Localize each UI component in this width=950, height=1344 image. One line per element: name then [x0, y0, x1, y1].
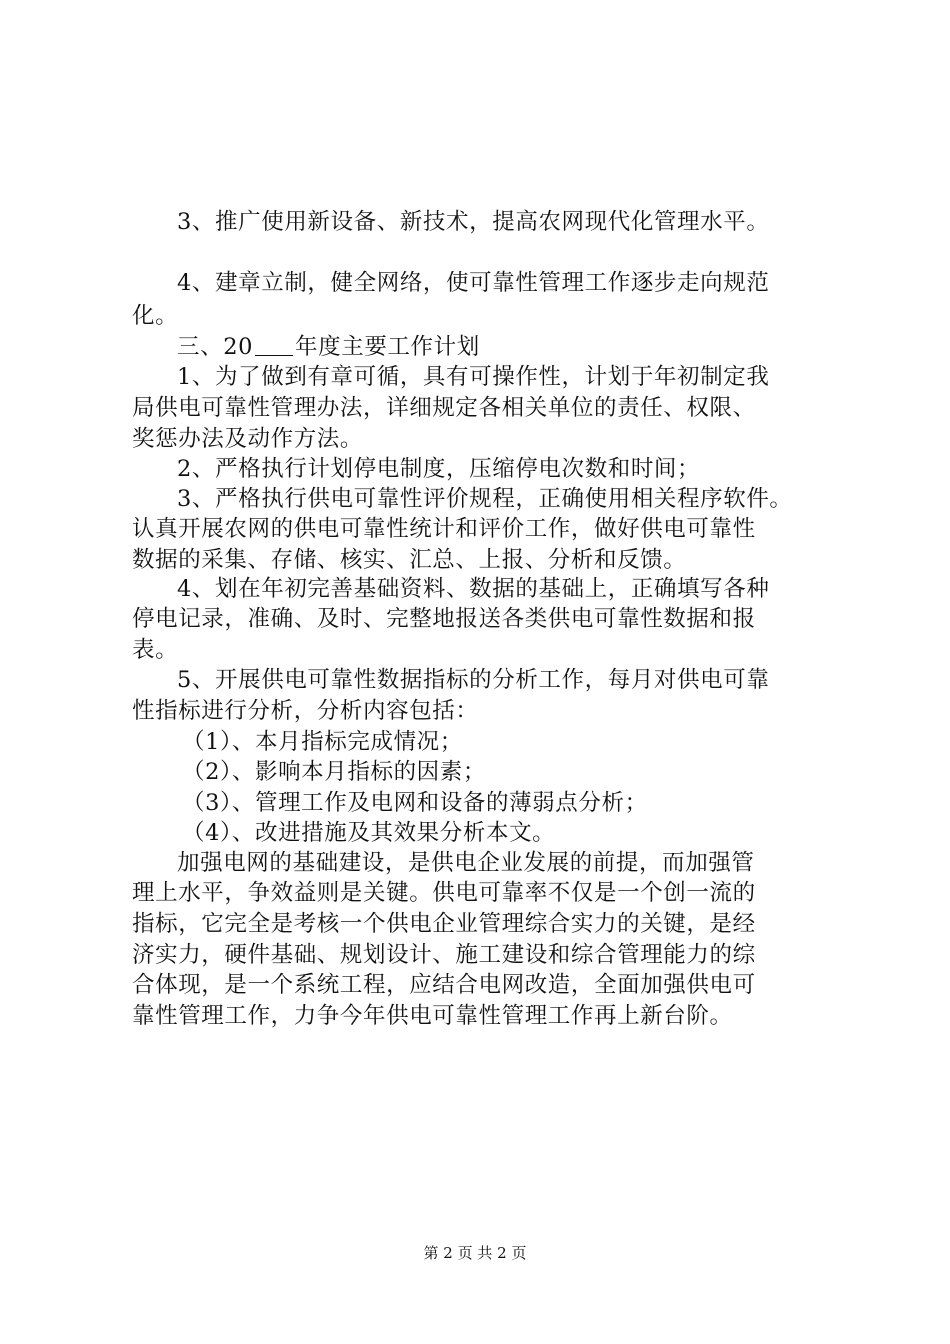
conclusion-line: 理上水平，争效益则是关键。供电可靠率不仅是一个创一流的: [132, 880, 756, 906]
sub-item-1: （1）、本月指标完成情况；: [182, 729, 463, 755]
item-1-line: 局供电可靠性管理办法，详细规定各相关单位的责任、权限、: [132, 395, 756, 421]
item-4-line: 4、划在年初完善基础资料、数据的基础上，正确填写各种: [177, 576, 770, 602]
item-3-line: 3、严格执行供电可靠性评价规程，正确使用相关程序软件。: [177, 486, 793, 512]
item-3-line: 数据的采集、存储、核实、汇总、上报、分析和反馈。: [132, 547, 687, 573]
section-heading: [177, 332, 837, 362]
conclusion-line: 加强电网的基础建设，是供电企业发展的前提，而加强管: [177, 850, 755, 876]
item-3-line: 认真开展农网的供电可靠性统计和评价工作，做好供电可靠性: [132, 516, 756, 542]
conclusion-line: 合体现，是一个系统工程，应结合电网改造，全面加强供电可: [132, 972, 756, 998]
sub-item-2: （2）、影响本月指标的因素；: [182, 759, 486, 785]
section-heading-prefix: 三、20: [177, 334, 254, 360]
item-1-line: 奖惩办法及动作方法。: [132, 426, 364, 452]
paragraph-3-line: 3、推广使用新设备、新技术，提高农网现代化管理水平。: [177, 209, 770, 235]
item-5-line: 5、开展供电可靠性数据指标的分析工作，每月对供电可靠: [177, 667, 770, 693]
fill-blank-underline: [255, 335, 293, 356]
section-heading-suffix: 年度主要工作计划: [295, 334, 480, 360]
paragraph-4-line: 4、建章立制，健全网络，使可靠性管理工作逐步走向规范: [177, 270, 770, 296]
item-4-line: 停电记录，准确、及时、完整地报送各类供电可靠性数据和报: [132, 606, 756, 632]
sub-item-4: （4）、改进措施及其效果分析本文。: [182, 820, 556, 846]
conclusion-line: 靠性管理工作，力争今年供电可靠性管理工作再上新台阶。: [132, 1003, 733, 1029]
item-4-line: 表。: [132, 637, 179, 663]
page-number-footer: 第 2 页 共 2 页: [423, 1244, 527, 1262]
conclusion-line: 济实力，硬件基础、规划设计、施工建设和综合管理能力的综: [132, 942, 756, 968]
item-1-line: 1、为了做到有章可循，具有可操作性，计划于年初制定我: [177, 364, 770, 390]
item-2-line: 2、严格执行计划停电制度，压缩停电次数和时间；: [177, 456, 701, 482]
paragraph-4-line: 化。: [132, 303, 179, 329]
item-5-line: 性指标进行分析，分析内容包括：: [132, 698, 479, 724]
sub-item-3: （3）、管理工作及电网和设备的薄弱点分析；: [182, 790, 648, 816]
conclusion-line: 指标，它完全是考核一个供电企业管理综合实力的关键，是经: [132, 911, 756, 937]
